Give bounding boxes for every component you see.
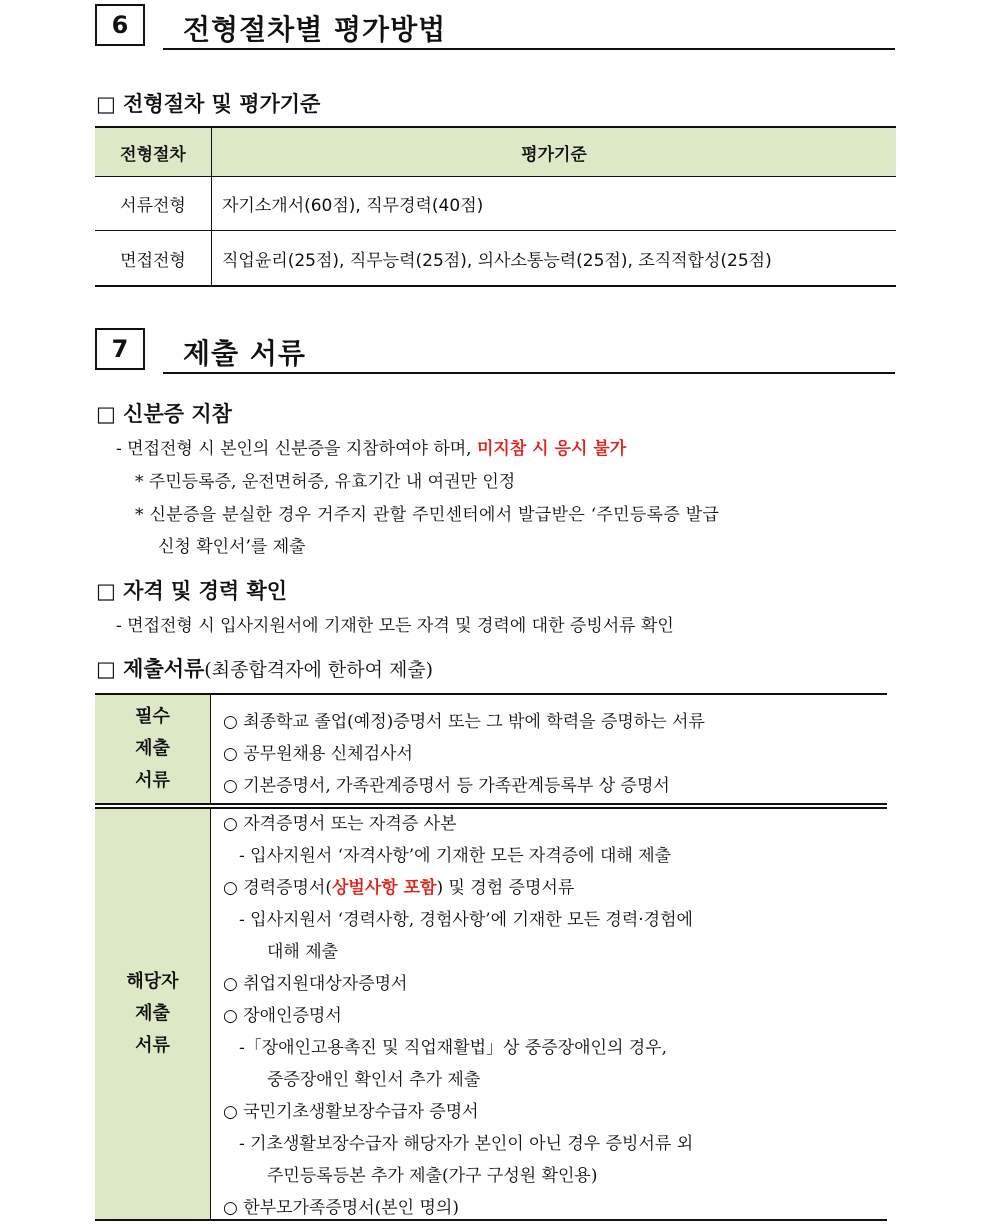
list-item: ○ 국민기초생활보장수급자 증명서 [223,1102,479,1122]
table-cell: 서류전형 [95,177,212,231]
section-title: 제출 서류 [183,337,306,370]
list-subitem-cont: 중증장애인 확인서 추가 제출 [267,1070,481,1090]
list-subitem-cont: 대해 제출 [267,942,339,962]
id-card-note: * 신분증을 분실한 경우 거주지 관할 주민센터에서 발급받은 ‘주민등록증 발급 [135,505,720,525]
list-item: ○ 한부모가족증명서(본인 명의) [223,1198,459,1218]
list-item: ○ 최종학교 졸업(예정)증명서 또는 그 밖에 학력을 증명하는 서류 [223,712,705,732]
list-subitem: - 입사지원서 ‘경력사항, 경험사항’에 기재한 모든 경력·경험에 [239,910,693,930]
applicable-docs-list [223,809,887,1219]
list-subitem: -「장애인고용촉진 및 직업재활법」상 중증장애인의 경우, [239,1038,668,1058]
table-border [95,1219,887,1221]
category-label: 서류 [135,1035,170,1056]
table-cell: 면접전형 [95,231,212,287]
no-id-warning: 미지참 시 응시 불가 [477,439,627,459]
list-item: ○ 자격증명서 또는 자격증 사본 [223,814,457,834]
required-docs-row [95,695,887,803]
category-label: 제출 [135,1003,170,1024]
cert-line: - 면접전형 시 입사지원서에 기재한 모든 자격 및 경력에 대한 증빙서류 확인 [116,616,674,636]
cert-heading: □ 자격 및 경력 확인 [96,579,288,603]
list-item-text: ○ 경력증명서( [223,878,332,898]
table-row [95,177,896,231]
list-subitem: - 기초생활보장수급자 해당자가 본인이 아닌 경우 증빙서류 외 [239,1134,694,1154]
section-6-header [95,4,895,50]
required-docs-category [95,695,211,803]
list-item: ○ 기본증명서, 가족관계증명서 등 가족관계등록부 상 증명서 [223,776,670,796]
table-header: 전형절차 [95,127,212,177]
table-header-row [95,127,896,177]
evaluation-table [95,126,896,287]
id-card-line [116,434,626,459]
highlight-text: 상벌사항 포함 [331,878,437,898]
docs-heading-text: □ 제출서류 [96,657,205,681]
applicable-docs-category [95,809,211,1219]
table-cell: 직업윤리(25점), 직무능력(25점), 의사소통능력(25점), 조직적합성(25점) [212,231,897,287]
category-label: 필수 [135,706,170,727]
section-underline [163,48,895,50]
id-card-note-cont: 신청 확인서’를 제출 [158,537,306,557]
list-subitem: - 입사지원서 ‘자격사항’에 기재한 모든 자격증에 대해 제출 [239,846,672,866]
id-card-note: * 주민등록증, 운전면허증, 유효기간 내 여권만 인정 [135,472,516,492]
docs-heading-paren: (최종합격자에 한하여 제출) [204,659,434,681]
category-label: 제출 [135,738,170,759]
table-cell: 자기소개서(60점), 직무경력(40점) [212,177,897,231]
list-item: ○ 취업지원대상자증명서 [223,974,408,994]
list-item: ○ 공무원채용 신체검사서 [223,744,413,764]
applicable-docs-row [95,809,887,1219]
list-subitem-cont: 주민등록등본 추가 제출(가구 구성원 확인용) [267,1166,598,1186]
docs-heading [96,653,433,683]
section-number: 6 [95,4,145,46]
section-title: 전형절차별 평가방법 [183,13,447,46]
list-item-text: ) 및 경험 증명서류 [436,878,575,898]
section-7-header [95,328,895,374]
section-number: 7 [95,328,145,370]
category-label: 서류 [135,770,170,791]
id-card-heading: □ 신분증 지참 [96,402,232,426]
id-card-text: - 면접전형 시 본인의 신분증을 지참하여야 하며, [116,439,477,459]
required-docs-list [223,695,887,803]
table-row [95,231,896,287]
table-header: 평가기준 [212,127,897,177]
section-underline [163,372,895,374]
category-label: 해당자 [126,971,179,992]
list-item: ○ 장애인증명서 [223,1006,342,1026]
evaluation-subheading: □ 전형절차 및 평가기준 [96,92,321,116]
list-item [223,873,574,898]
